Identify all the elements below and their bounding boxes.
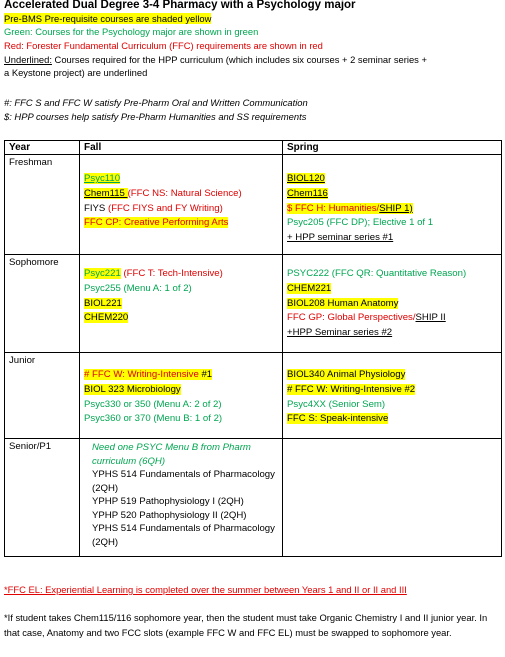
- list-item: Psyc221 (FFC T: Tech-Intensive): [84, 268, 223, 279]
- footer-chem-note: *If student takes Chem115/116 sophomore year, then the student must take Organic Chemistry I and II junior year. In that case, Anatomy and two FCC slots (example FFC W and FFC EL) must be swapped to sophomore year.: [4, 612, 488, 638]
- list-item: # FFC W: Writing-Intensive #2: [287, 383, 416, 395]
- list-item: $ FFC H: Humanities/SHIP 1): [287, 202, 413, 214]
- note-ffc: #: FFC S and FFC W satisfy Pre-Pharm Oral and Written Communication: [4, 97, 308, 108]
- legend-underline-cont: a Keystone project) are underlined: [4, 67, 148, 78]
- list-item: + HPP seminar series #1: [287, 232, 394, 244]
- legend-yellow: Pre-BMS Pre-requisite courses are shaded yellow: [4, 13, 212, 24]
- list-item: Psyc205 (FFC DP); Elective 1 of 1: [287, 217, 434, 229]
- sophomore-fall: [80, 255, 283, 353]
- list-item: BIOL208 Human Anatomy: [287, 297, 399, 309]
- list-item: Psyc4XX (Senior Sem): [287, 398, 386, 410]
- list-item: BIOL340 Animal Physiology: [287, 369, 406, 380]
- list-item: BIOL 323 Microbiology: [84, 383, 181, 395]
- note-hpp: $: HPP courses help satisfy Pre-Pharm Humanities and SS requirements: [4, 111, 307, 122]
- list-item: FFC CP: Creative Performing Arts: [84, 217, 229, 229]
- list-item: BIOL221: [84, 297, 122, 309]
- list-item: YPHS 514 Fundamentals of Pharmacology (2QH): [92, 469, 275, 494]
- senior-spring: [283, 439, 502, 557]
- list-item: +HPP Seminar series #2: [287, 327, 393, 339]
- list-item: YPHP 520 Pathophysiology II (2QH): [92, 509, 247, 521]
- list-item: Psyc360 or 370 (Menu B: 1 of 2): [84, 413, 223, 425]
- legend-red: Red: Forester Fundamental Curriculum (FFC) requirements are shown in red: [4, 40, 323, 51]
- list-item: Psyc330 or 350 (Menu A: 2 of 2): [84, 398, 222, 410]
- table-row-sophomore: [5, 255, 502, 353]
- freshman-fall: [80, 155, 283, 255]
- list-item: Psyc110: [84, 173, 121, 184]
- list-item: Chem115 (FFC NS: Natural Science): [84, 187, 242, 199]
- footer-el-note: *FFC EL: Experiential Learning is completed over the summer between Years 1 and II or II and III: [4, 584, 407, 595]
- year-sophomore: Sophomore: [5, 255, 80, 353]
- table-row-freshman: [5, 155, 502, 255]
- freshman-spring: [283, 155, 502, 255]
- list-item: PSYC222 (FFC QR: Quantitative Reason): [287, 268, 467, 279]
- sophomore-spring: [283, 255, 502, 353]
- table-row-senior: [5, 439, 502, 557]
- list-item: # FFC W: Writing-Intensive #1: [84, 369, 213, 380]
- list-item: FFC S: Speak-intensive: [287, 413, 389, 425]
- list-item: YPHS 514 Fundamentals of Pharmacology (2QH): [92, 523, 275, 548]
- table-row-junior: [5, 353, 502, 439]
- list-item: Chem116: [287, 187, 328, 199]
- list-item: YPHP 519 Pathophysiology I (2QH): [92, 496, 244, 507]
- senior-fall: [80, 439, 283, 557]
- list-item: Psyc255 (Menu A: 1 of 2): [84, 282, 192, 294]
- list-item: CHEM220: [84, 312, 129, 324]
- list-item: CHEM221: [287, 282, 332, 294]
- list-item: FIYS (FFC FIYS and FY Writing): [84, 202, 223, 214]
- list-item: FFC GP: Global Perspectives/SHIP II: [287, 312, 446, 324]
- header-spring: Spring: [283, 141, 502, 155]
- legend-green: Green: Courses for the Psychology major are shown in green: [4, 26, 259, 37]
- year-senior: Senior/P1: [5, 439, 80, 557]
- list-item: BIOL120: [287, 173, 325, 184]
- year-junior: Junior: [5, 353, 80, 439]
- header-year: Year: [5, 141, 80, 155]
- junior-fall: [80, 353, 283, 439]
- header-fall: Fall: [80, 141, 283, 155]
- schedule-table: [4, 140, 502, 557]
- list-item: Need one PSYC Menu B from Pharm curriculum (6QH): [92, 442, 251, 467]
- page-title: Accelerated Dual Degree 3-4 Pharmacy with a Psychology major: [4, 0, 356, 11]
- table-header-row: [5, 141, 502, 155]
- junior-spring: [283, 353, 502, 439]
- year-freshman: Freshman: [5, 155, 80, 255]
- legend-underline: Underlined: Courses required for the HPP curriculum (which includes six courses + 2 seminar series +: [4, 54, 427, 65]
